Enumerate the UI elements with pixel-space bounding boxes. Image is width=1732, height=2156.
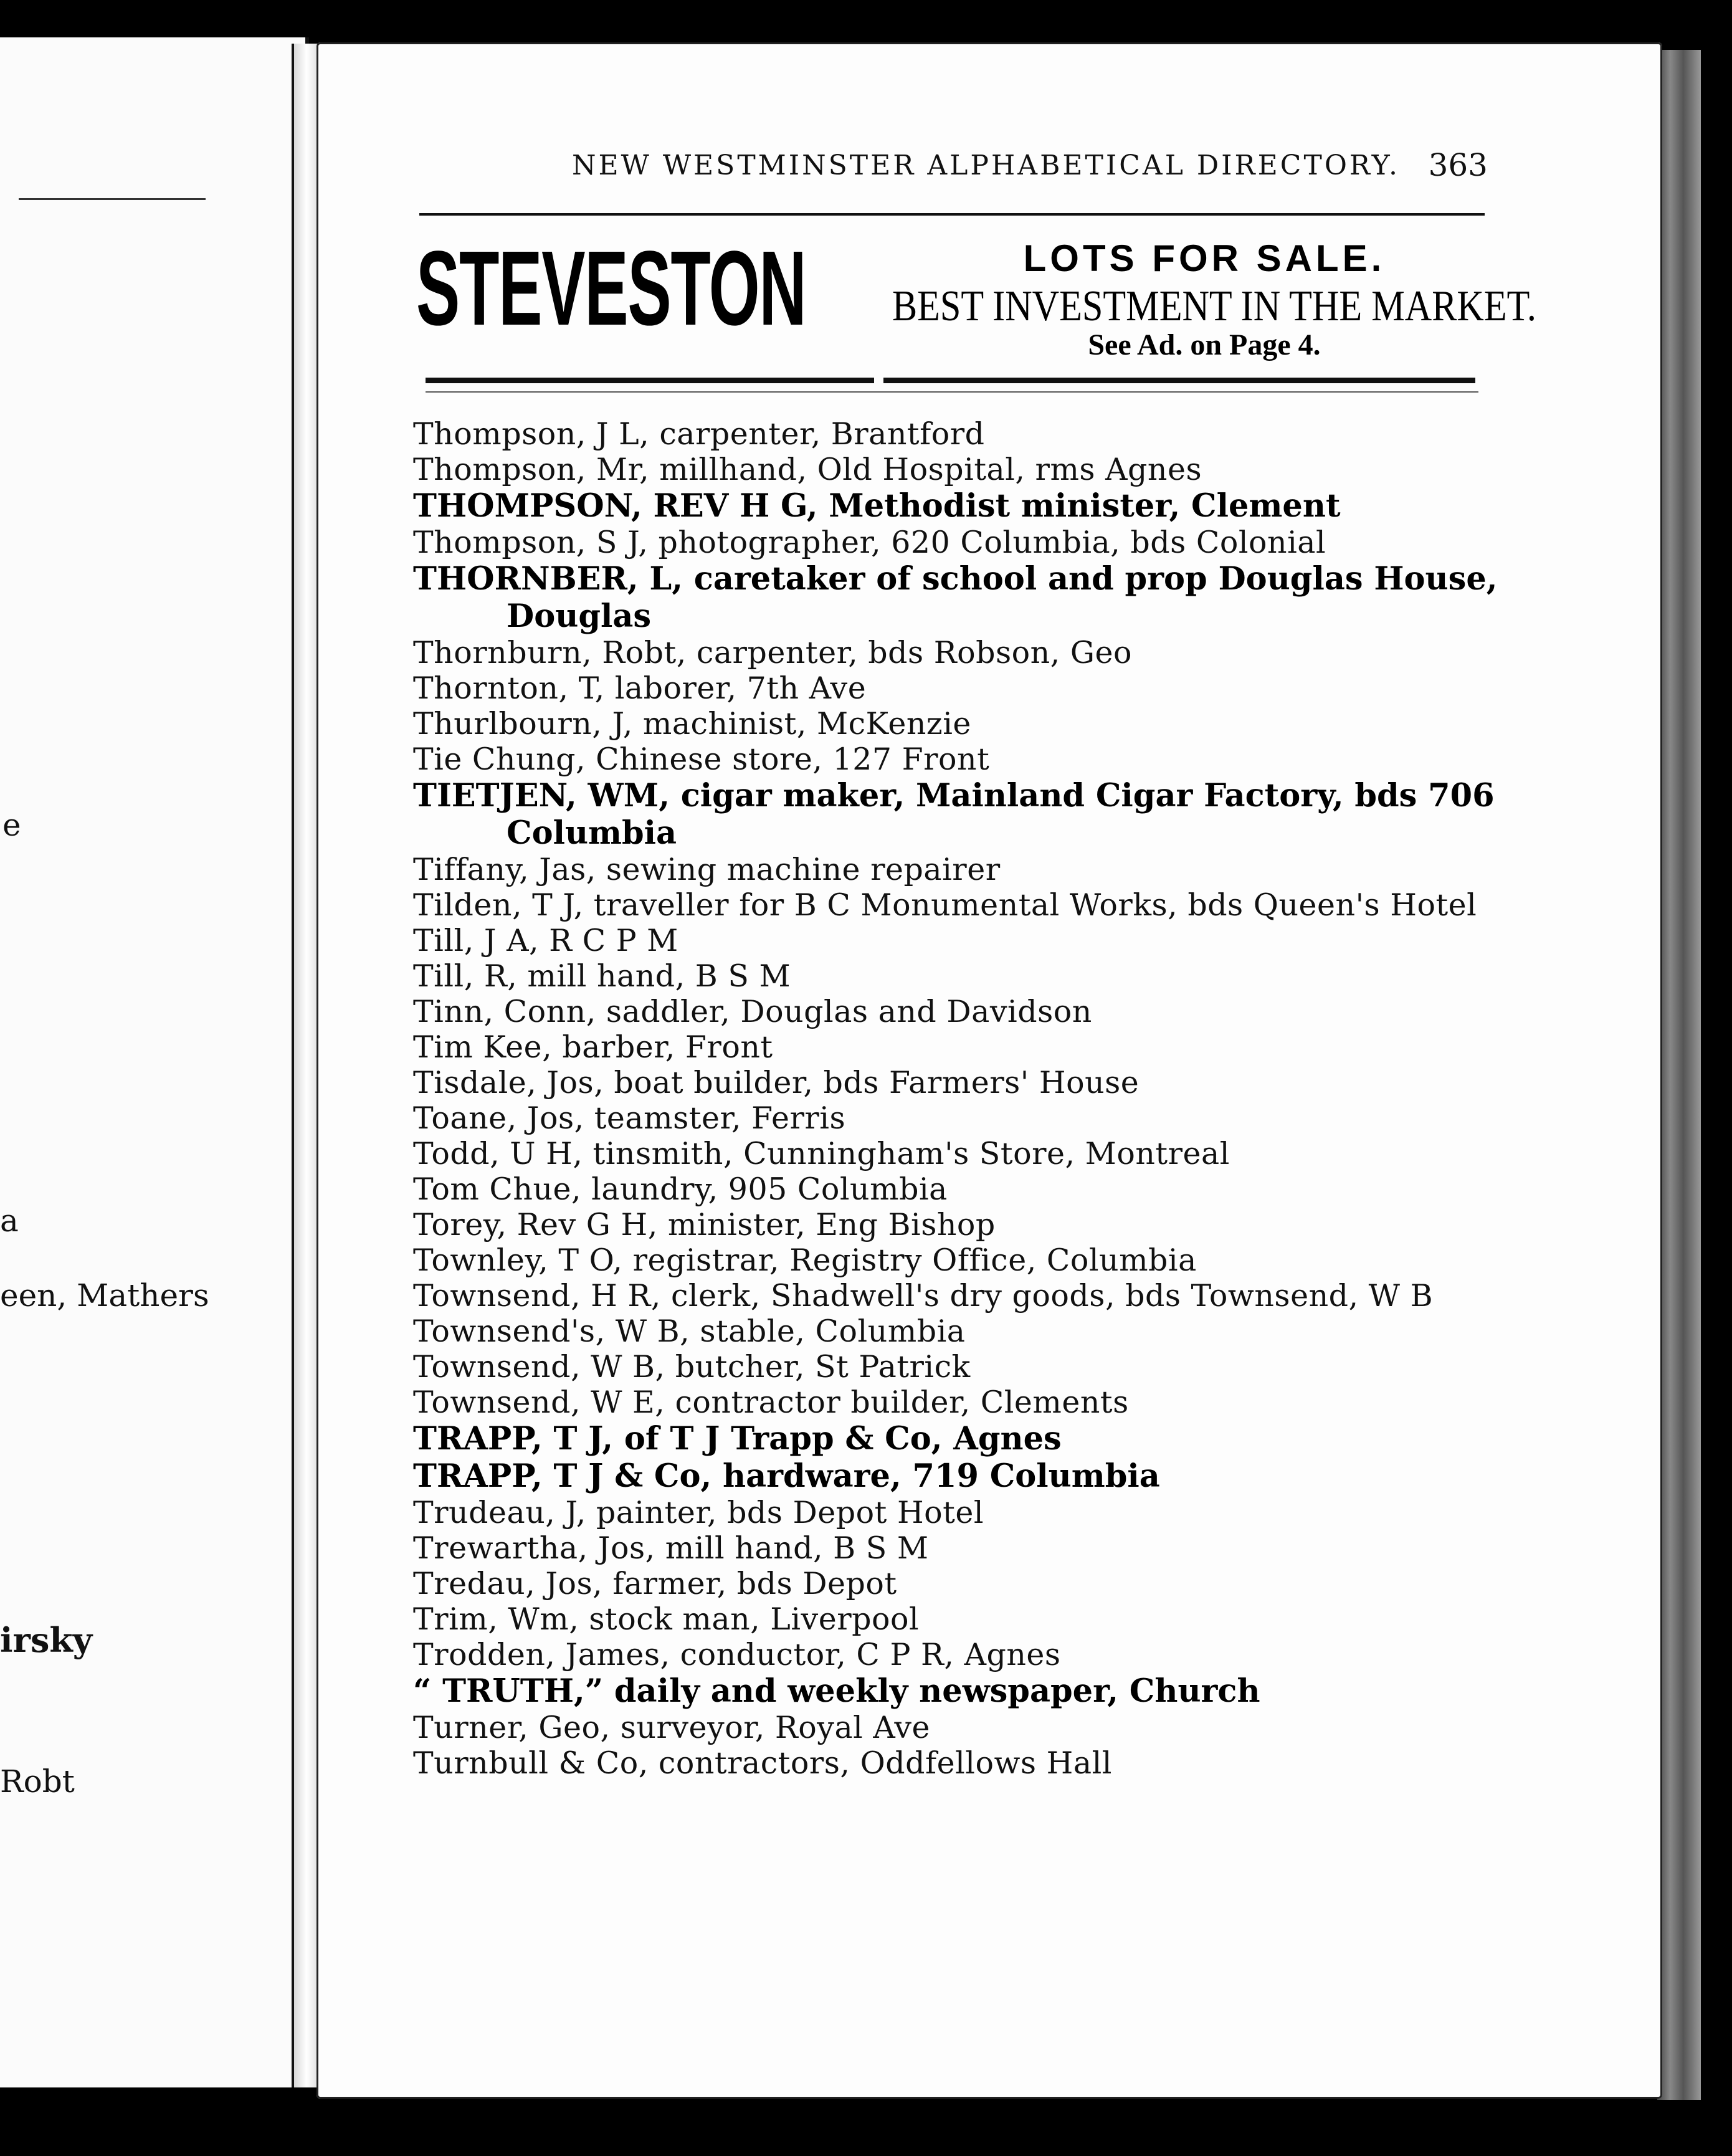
directory-entries <box>413 416 1597 1781</box>
directory-entry: Todd, U H, tinsmith, Cunningham's Store, Montreal <box>413 1136 1230 1171</box>
directory-entry: Tredau, Jos, farmer, bds Depot <box>413 1566 897 1601</box>
directory-entry: Toane, Jos, teamster, Ferris <box>413 1100 846 1136</box>
directory-entry: THORNBER, L, caretaker of school and prop Douglas House, Douglas <box>413 560 1597 635</box>
directory-entry: Tom Chue, laundry, 905 Columbia <box>413 1171 948 1207</box>
running-title: NEW WESTMINSTER ALPHABETICAL DIRECTORY. <box>572 150 1401 181</box>
directory-entry: Tilden, T J, traveller for B C Monumental Works, bds Queen's Hotel <box>413 887 1477 923</box>
directory-entry: Townsend's, W B, stable, Columbia <box>413 1314 966 1349</box>
ad-best-investment: BEST INVESTMENT IN THE MARKET. <box>892 282 1536 330</box>
directory-entry: THOMPSON, REV H G, Methodist minister, Clement <box>413 487 1341 525</box>
previous-page-fragment: een, Mathers <box>0 1277 209 1314</box>
ad-name: STEVESTON <box>416 229 806 348</box>
previous-page-fragment: e <box>2 807 21 843</box>
ad-rule-left <box>426 378 874 383</box>
directory-entry: Tinn, Conn, saddler, Douglas and Davidson <box>413 994 1092 1029</box>
previous-page-fragment: irsky <box>0 1620 93 1660</box>
directory-entry: Till, J A, R C P M <box>413 923 678 958</box>
directory-entry: Trodden, James, conductor, C P R, Agnes <box>413 1637 1061 1672</box>
directory-entry: Thurlbourn, J, machinist, McKenzie <box>413 706 971 742</box>
directory-entry: “ TRUTH,” daily and weekly newspaper, Church <box>413 1672 1260 1710</box>
directory-entry: Turnbull & Co, contractors, Oddfellows Hall <box>413 1745 1112 1781</box>
directory-entry: Townsend, W B, butcher, St Patrick <box>413 1349 971 1385</box>
entry-continuation: Douglas <box>507 598 652 635</box>
directory-entry: Trewartha, Jos, mill hand, B S M <box>413 1530 929 1566</box>
directory-entry: Trudeau, J, painter, bds Depot Hotel <box>413 1495 984 1530</box>
directory-entry: Thompson, J L, carpenter, Brantford <box>413 416 985 452</box>
directory-entry: Till, R, mill hand, B S M <box>413 958 791 994</box>
directory-entry: Turner, Geo, surveyor, Royal Ave <box>413 1710 931 1745</box>
directory-page <box>316 42 1662 2099</box>
directory-entry: TIETJEN, WM, cigar maker, Mainland Cigar Factory, bds 706 Columbia <box>413 777 1597 852</box>
ad-see-page: See Ad. on Page 4. <box>1088 328 1321 361</box>
previous-page-rule <box>19 198 206 200</box>
page-number: 363 <box>1428 147 1488 183</box>
ad-rule-thin <box>426 391 1478 393</box>
entry-continuation: Columbia <box>507 814 677 852</box>
previous-page-fragment: a <box>0 1203 19 1239</box>
directory-entry: TRAPP, T J & Co, hardware, 719 Columbia <box>413 1457 1160 1495</box>
directory-entry: Townsend, W E, contractor builder, Clements <box>413 1385 1129 1420</box>
directory-entry: Townley, T O, registrar, Registry Office, Columbia <box>413 1243 1197 1278</box>
directory-entry: Tim Kee, barber, Front <box>413 1029 773 1065</box>
directory-entry: Tiffany, Jas, sewing machine repairer <box>413 852 1001 887</box>
directory-entry: Tie Chung, Chinese store, 127 Front <box>413 742 990 777</box>
page-edge <box>1657 50 1701 2100</box>
previous-page <box>0 37 309 2087</box>
directory-entry: Thornton, T, laborer, 7th Ave <box>413 670 867 706</box>
directory-entry: Thornburn, Robt, carpenter, bds Robson, Geo <box>413 635 1132 670</box>
directory-entry: Thompson, Mr, millhand, Old Hospital, rms Agnes <box>413 452 1202 487</box>
previous-page-fragment: Robt <box>0 1763 75 1800</box>
directory-entry: Torey, Rev G H, minister, Eng Bishop <box>413 1207 996 1243</box>
directory-entry: TRAPP, T J, of T J Trapp & Co, Agnes <box>413 1420 1062 1457</box>
ad-rule-right <box>883 378 1475 383</box>
directory-entry: Townsend, H R, clerk, Shadwell's dry goods, bds Townsend, W B <box>413 1278 1434 1314</box>
header-rule <box>419 213 1485 216</box>
ad-lots-for-sale: LOTS FOR SALE. <box>1023 237 1386 279</box>
directory-entry: Tisdale, Jos, boat builder, bds Farmers' House <box>413 1065 1140 1100</box>
directory-entry: Thompson, S J, photographer, 620 Columbia, bds Colonial <box>413 525 1326 560</box>
directory-entry: Trim, Wm, stock man, Liverpool <box>413 1601 920 1637</box>
